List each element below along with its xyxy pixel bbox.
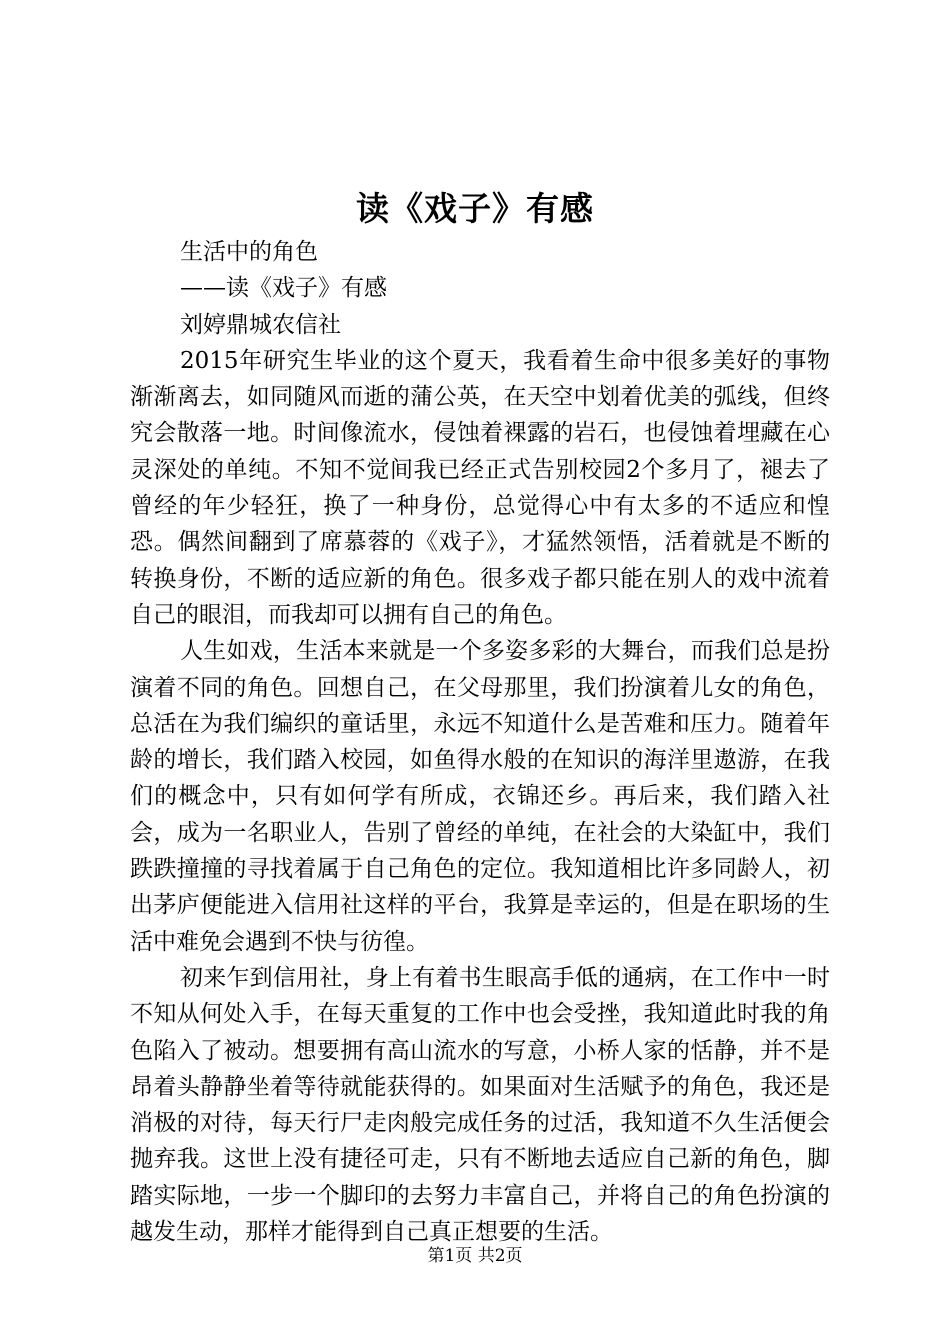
section-subheading: ——读《戏子》有感 — [180, 275, 387, 302]
body-paragraph-3: 初来乍到信用社，身上有着书生眼高手低的通病，在工作中一时不知从何处入手，在每天重复的工作中也会受挫，我知道此时我的角色陷入了被动。想要拥有高山流水的写意，小桥人家的恬静，并不是昂着头静静坐着等待就能获得的。如果面对生活赋予的角色，我还是消极的对待，每天行尸走肉般完成任务的过活，我知道不久生活便会抛弃我。这世上没有捷径可走，只有不断地去适应自己新的角色，脚踏实际地，一步一个脚印的去努力丰富自己，并将自己的角色扮演的越发生动，那样才能得到自己真正想要的生活。 — [130, 964, 830, 1246]
section-heading: 生活中的角色 — [180, 239, 318, 265]
body-paragraph-2: 人生如戏，生活本来就是一个多姿多彩的大舞台，而我们总是扮演着不同的角色。回想自己，在父母那里，我们扮演着儿女的角色，总活在为我们编织的童话里，永远不知道什么是苦难和压力。随着年龄的增长，我们踏入校园，如鱼得水般的在知识的海洋里遨游，在我们的概念中，只有如何学有所成，衣锦还乡。再后来，我们踏入社会，成为一名职业人，告别了曾经的单纯，在社会的大染缸中，我们跌跌撞撞的寻找着属于自己角色的定位。我知道相比许多同龄人，初出茅庐便能进入信用社这样的平台，我算是幸运的，但是在职场的生活中难免会遇到不快与彷徨。 — [130, 638, 830, 955]
author-line: 刘婷鼎城农信社 — [180, 311, 341, 338]
document-body — [130, 234, 830, 1250]
body-paragraph-1: 2015年研究生毕业的这个夏天，我看着生命中很多美好的事物渐渐离去，如同随风而逝的蒲公英，在天空中划着优美的弧线，但终究会散落一地。时间像流水，侵蚀着裸露的岩石，也侵蚀着埋藏在心灵深处的单纯。不知不觉间我已经正式告别校园2个多月了，褪去了曾经的年少轻狂，换了一种身份，总觉得心中有太多的不适应和惶恐。偶然间翻到了席慕蓉的《戏子》，才猛然领悟，活着就是不断的转换身份，不断的适应新的角色。很多戏子都只能在别人的戏中流着自己的眼泪，而我却可以拥有自己的角色。 — [130, 347, 830, 628]
page-number-footer: 第1页 共2页 — [427, 1246, 523, 1266]
document-title: 读《戏子》有感 — [356, 189, 594, 228]
